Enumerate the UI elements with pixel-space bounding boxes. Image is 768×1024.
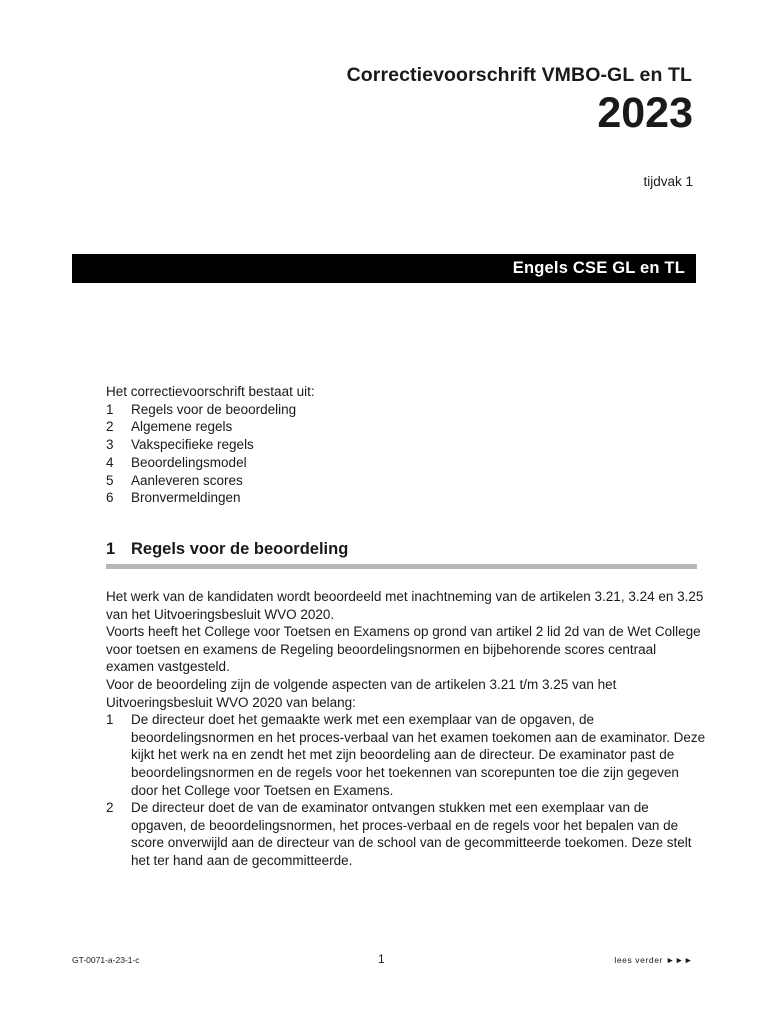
section-title: Regels voor de beoordeling	[131, 540, 349, 558]
body-paragraph: Voor de beoordeling zijn de volgende aspecten van de artikelen 3.21 t/m 3.25 van het Uitvoeringsbesluit WVO 2020 van belang:	[106, 676, 617, 710]
contents-item-number: 2	[106, 419, 114, 435]
body-paragraph: Het werk van de kandidaten wordt beoordeeld met inachtneming van de artikelen 3.21, 3.24 en 3.25 van het Uitvoeringsbesluit WVO 2020.	[106, 589, 704, 622]
contents-item	[106, 401, 315, 419]
continue-indicator: lees verder ►►►	[614, 955, 693, 965]
section-divider	[106, 564, 697, 569]
contents-item-number: 4	[106, 454, 114, 470]
contents-item-number: 5	[106, 472, 114, 488]
contents-list	[106, 383, 315, 507]
contents-item-label: Beoordelingsmodel	[131, 454, 247, 470]
contents-item-label: Aanleveren scores	[131, 472, 243, 488]
list-item-text: De directeur doet de van de examinator ontvangen stukken met een exemplaar van de opgaven, de beoordelingsnormen, het proces-verbaal en de regels voor het bepalen van de score onverwijld aan de directeur van de school van de gecommitteerde toekomen. Deze stelt het ter hand aan de gecommitteerde.	[131, 800, 692, 868]
contents-item	[106, 472, 315, 490]
contents-item-number: 6	[106, 490, 114, 506]
contents-item	[106, 454, 315, 472]
list-item-text: De directeur doet het gemaakte werk met een exemplaar van de opgaven, de beoordelingsnormen en het proces-verbaal van het examen toekomen aan de examinator. Deze kijkt het werk na en zendt het met zijn beoordeling aan de directeur. De examinator past de beoordelingsnormen en de regels voor het toekennen van scorepunten toe die zijn gegeven door het College voor Toetsen en Examens.	[131, 712, 706, 798]
document-code: GT-0071-a-23-1-c	[72, 955, 140, 965]
contents-item-label: Bronvermeldingen	[131, 490, 241, 506]
contents-item	[106, 436, 315, 454]
document-year: 2023	[597, 89, 693, 137]
section-number: 1	[106, 540, 116, 558]
numbered-list-item	[106, 799, 706, 869]
page-number: 1	[378, 952, 385, 966]
contents-item-number: 3	[106, 437, 114, 453]
section-heading	[106, 540, 348, 559]
numbered-list-item	[106, 711, 706, 799]
contents-item-label: Algemene regels	[131, 419, 233, 435]
subject-label: Engels CSE GL en TL	[512, 259, 685, 277]
contents-lead: Het correctievoorschrift bestaat uit:	[106, 384, 315, 399]
section-body	[106, 588, 706, 870]
contents-item-label: Regels voor de beoordeling	[131, 401, 297, 417]
list-item-number: 2	[106, 800, 114, 816]
contents-item-number: 1	[106, 401, 114, 417]
contents-item	[106, 489, 315, 507]
subject-bar	[72, 254, 696, 283]
body-paragraph: Voorts heeft het College voor Toetsen en Examens op grond van artikel 2 lid 2d van de Wet College voor toetsen en examens de Regeling beoordelingsnormen en bijbehorende scores centraal examen vastgesteld.	[106, 624, 701, 675]
document-title: Correctievoorschrift VMBO-GL en TL	[346, 64, 692, 86]
contents-item	[106, 418, 315, 436]
exam-period: tijdvak 1	[643, 174, 693, 189]
list-item-number: 1	[106, 712, 114, 728]
contents-item-label: Vakspecifieke regels	[131, 437, 254, 453]
